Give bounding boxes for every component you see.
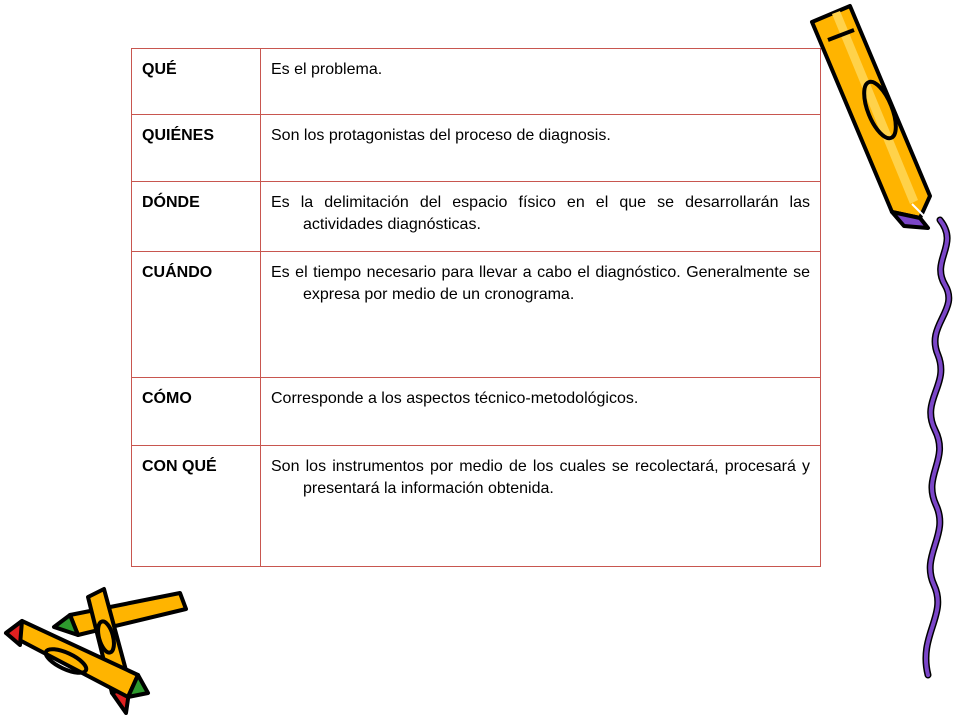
definition-cell: [261, 252, 821, 378]
table-row: [132, 252, 821, 378]
table-row: [132, 378, 821, 446]
definition-text: Corresponde a los aspectos técnico-metodológicos.: [271, 390, 639, 407]
squiggle-line: [900, 215, 960, 685]
table-row: [132, 115, 821, 182]
definition-text: Son los instrumentos por medio de los cuales se recolectará, procesará y presentará la información obtenida.: [271, 458, 810, 497]
definition-text: Es el tiempo necesario para llevar a cabo el diagnóstico. Generalmente se expresa por medio de un cronograma.: [271, 264, 810, 303]
crayon-icon: [0, 575, 200, 720]
term-cell: QUÉ: [132, 49, 261, 115]
definition-text: Es el problema.: [271, 61, 383, 78]
term-cell: CÓMO: [132, 378, 261, 446]
definition-text: Son los protagonistas del proceso de diagnosis.: [271, 127, 611, 144]
definition-text: Es la delimitación del espacio físico en el que se desarrollarán las actividades diagnósticas.: [271, 194, 810, 233]
pencil-icon: [800, 0, 950, 235]
definition-cell: [261, 115, 821, 182]
term-cell: QUIÉNES: [132, 115, 261, 182]
table-row: [132, 49, 821, 115]
term-cell: CON QUÉ: [132, 446, 261, 567]
term-cell: CUÁNDO: [132, 252, 261, 378]
definitions-table: [131, 48, 821, 567]
table-row: [132, 446, 821, 567]
definition-cell: [261, 446, 821, 567]
definition-cell: [261, 49, 821, 115]
definition-cell: [261, 182, 821, 252]
term-cell: DÓNDE: [132, 182, 261, 252]
definition-cell: [261, 378, 821, 446]
table-row: [132, 182, 821, 252]
